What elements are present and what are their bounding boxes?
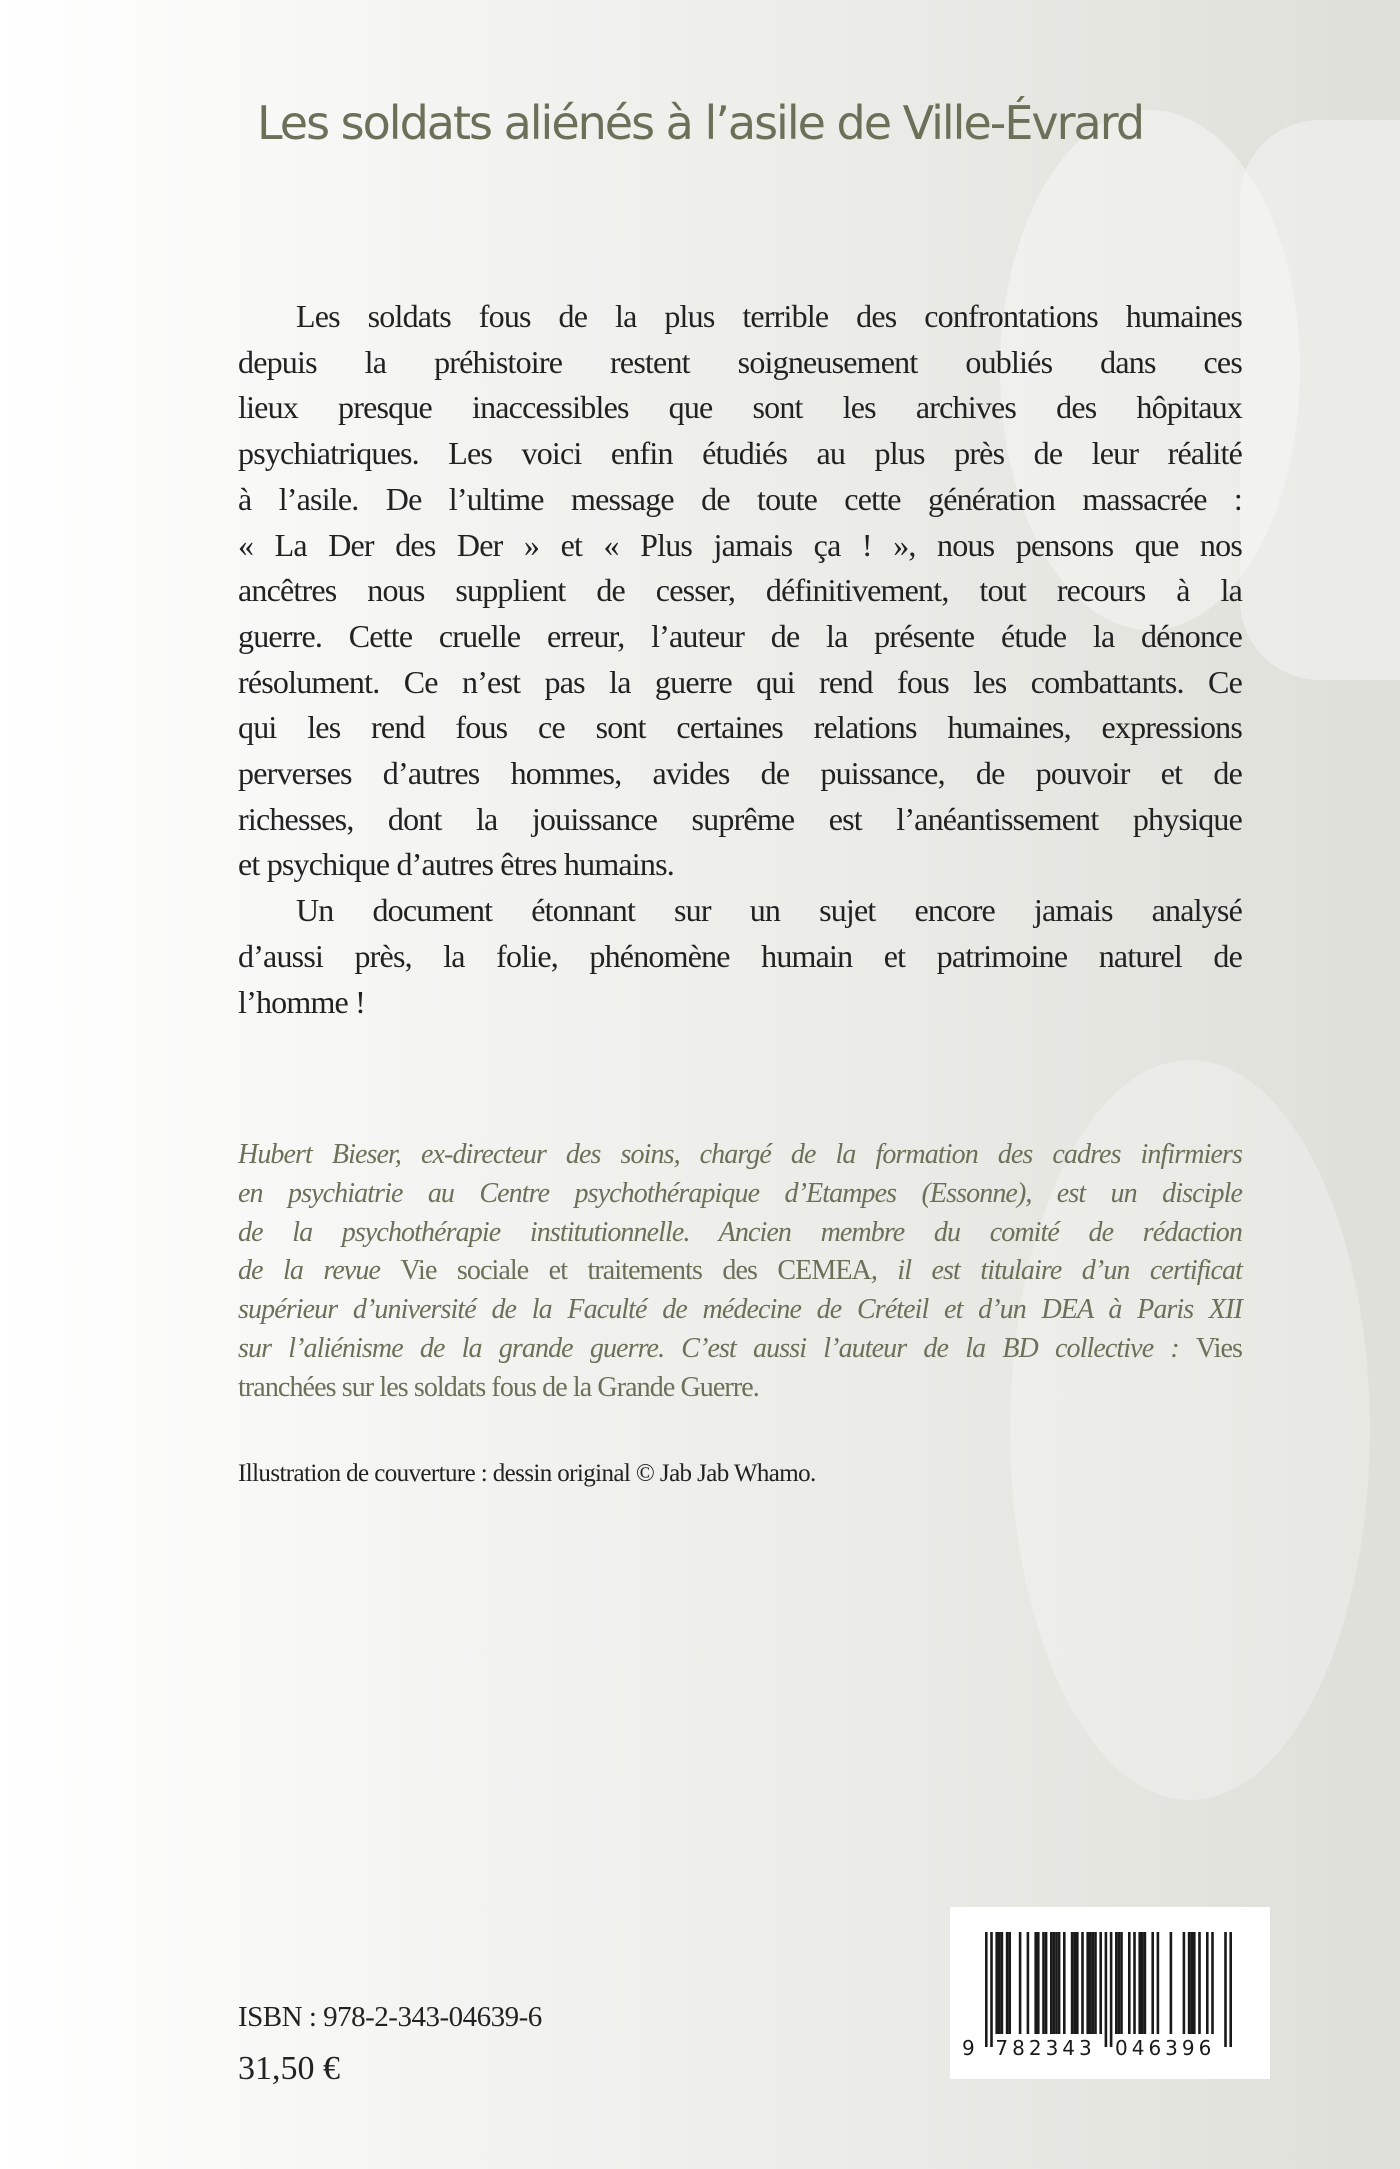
barcode-bar xyxy=(1120,1932,1123,2034)
barcode-bar xyxy=(1045,1932,1048,2034)
barcode-bar xyxy=(1055,1932,1058,2034)
barcode-bar xyxy=(1206,1932,1209,2034)
barcode-bars xyxy=(950,1907,1270,2079)
barcode-bar xyxy=(1170,1932,1173,2034)
bio-line xyxy=(238,1369,1242,1408)
barcode-bar xyxy=(1001,1932,1004,2034)
description-line: perverses d’autres hommes, avides de puissance, de pouvoir et de xyxy=(238,755,1242,792)
barcode-bar xyxy=(990,1932,993,2047)
barcode-bar xyxy=(1118,1932,1121,2034)
bio-segment: Hubert Bieser, ex-directeur des soins, chargé de la formation des cadres infirmiers xyxy=(238,1139,1242,1170)
barcode xyxy=(950,1907,1270,2079)
description-line: et psychique d’autres êtres humains. xyxy=(238,846,674,883)
barcode-bar xyxy=(1042,1932,1045,2034)
bio-segment: Vies xyxy=(1195,1332,1242,1364)
illustration-credit: Illustration de couverture : dessin original © Jab Jab Whamo. xyxy=(238,1460,816,1487)
barcode-bar xyxy=(1073,1932,1076,2034)
watermark-shape xyxy=(1240,120,1400,680)
barcode-bar xyxy=(1008,1932,1011,2034)
description-line: depuis la préhistoire restent soigneusement oubliés dans ces xyxy=(238,343,1242,380)
barcode-bar xyxy=(1193,1932,1196,2034)
bio-segment: de la psychothérapie institutionnelle. Ancien membre du comité de rédaction xyxy=(238,1216,1242,1248)
description-line: Les soldats fous de la plus terrible des confrontations humaines xyxy=(296,298,1242,334)
barcode-digits: 782343 xyxy=(995,2036,1096,2060)
description-line: qui les rend fous ce sont certaines relations humaines, expressions xyxy=(238,709,1242,746)
barcode-bar xyxy=(1141,1932,1144,2034)
barcode-bar xyxy=(1086,1932,1089,2034)
barcode-bar xyxy=(1076,1932,1079,2034)
barcode-bar xyxy=(1128,1932,1131,2034)
price: 31,50 € xyxy=(238,2050,340,2087)
author-bio xyxy=(238,1136,1242,1408)
barcode-bar xyxy=(995,1932,998,2034)
description-line: psychiatriques. Les voici enfin étudiés au plus près de leur réalité xyxy=(238,435,1242,472)
barcode-bar xyxy=(1211,1932,1214,2034)
description-line: « La Der des Der » et « Plus jamais ça ! », nous pensons que nos xyxy=(238,526,1242,563)
barcode-bar xyxy=(1071,1932,1074,2034)
bio-segment: tranchées sur les soldats fous de la Grande Guerre. xyxy=(238,1371,759,1403)
description xyxy=(238,294,1242,1025)
barcode-digits: 9 xyxy=(962,2036,979,2060)
barcode-bar xyxy=(1037,1932,1040,2034)
barcode-bar xyxy=(1188,1932,1191,2034)
bio-line xyxy=(238,1136,1242,1175)
bio-line xyxy=(238,1252,1242,1291)
barcode-bar xyxy=(1144,1932,1147,2034)
description-line: l’homme ! xyxy=(238,983,365,1020)
barcode-bar xyxy=(1027,1932,1030,2034)
description-line: Un document étonnant sur un sujet encore jamais analysé xyxy=(296,892,1242,929)
description-line: résolument. Ce n’est pas la guerre qui rend fous les combattants. Ce xyxy=(238,663,1242,700)
barcode-bar xyxy=(1081,1932,1084,2034)
barcode-bar xyxy=(1183,1932,1186,2034)
barcode-bar xyxy=(1058,1932,1061,2034)
bio-segment: , il est titulaire d’un certificat xyxy=(870,1255,1242,1287)
description-line: richesses, dont la jouissance suprême est l’anéantissement physique xyxy=(238,800,1242,837)
bio-line xyxy=(238,1214,1242,1253)
barcode-bar xyxy=(1110,1932,1113,2047)
barcode-bar xyxy=(1034,1932,1037,2034)
barcode-bar xyxy=(1115,1932,1118,2034)
bio-line xyxy=(238,1175,1242,1214)
description-line: guerre. Cette cruelle erreur, l’auteur de la présente étude la dénonce xyxy=(238,617,1242,654)
barcode-bar xyxy=(985,1932,988,2047)
bio-segment: supérieur d’université de la Faculté de médecine de Créteil et d’un DEA à Paris XII xyxy=(238,1294,1242,1326)
description-line: d’aussi près, la folie, phénomène humain et patrimoine naturel de xyxy=(238,937,1242,974)
barcode-bar xyxy=(1138,1932,1141,2034)
barcode-bar xyxy=(998,1932,1001,2034)
bio-segment: de la revue xyxy=(238,1255,401,1287)
barcode-digits: 046396 xyxy=(1115,2036,1216,2060)
barcode-bar xyxy=(1157,1932,1160,2034)
barcode-bar xyxy=(1053,1932,1056,2034)
barcode-bar xyxy=(1050,1932,1053,2034)
barcode-bar xyxy=(1094,1932,1097,2034)
bio-segment: sur l’aliénisme de la grande guerre. C’est aussi l’auteur de la BD collective : xyxy=(238,1332,1196,1364)
barcode-bar xyxy=(1151,1932,1154,2034)
barcode-bar xyxy=(1224,1932,1227,2047)
barcode-bar xyxy=(1063,1932,1066,2034)
barcode-bar xyxy=(1198,1932,1201,2034)
barcode-bar xyxy=(1019,1932,1022,2034)
bio-line xyxy=(238,1330,1242,1369)
barcode-bar xyxy=(1092,1932,1095,2034)
isbn: ISBN : 978-2-343-04639-6 xyxy=(238,2001,542,2033)
barcode-bar xyxy=(1190,1932,1193,2034)
barcode-bar xyxy=(1089,1932,1092,2034)
book-title: Les soldats aliénés à l’asile de Ville-Évrard xyxy=(256,96,1144,150)
description-line: lieux presque inaccessibles que sont les archives des hôpitaux xyxy=(238,389,1242,426)
bio-segment: en psychiatrie au Centre psychothérapique d’Etampes (Essonne), est un disciple xyxy=(238,1177,1242,1209)
barcode-bar xyxy=(1006,1932,1009,2034)
barcode-bar xyxy=(1229,1932,1232,2047)
description-line: ancêtres nous supplient de cesser, définitivement, tout recours à la xyxy=(238,572,1242,609)
barcode-bar xyxy=(1133,1932,1136,2034)
bio-line xyxy=(238,1291,1242,1330)
barcode-bar xyxy=(1105,1932,1108,2047)
barcode-bar xyxy=(1099,1932,1102,2034)
bio-segment: Vie sociale et traitements des CEMEA xyxy=(400,1255,871,1287)
description-line: à l’asile. De l’ultime message de toute cette génération massacrée : xyxy=(238,480,1242,517)
